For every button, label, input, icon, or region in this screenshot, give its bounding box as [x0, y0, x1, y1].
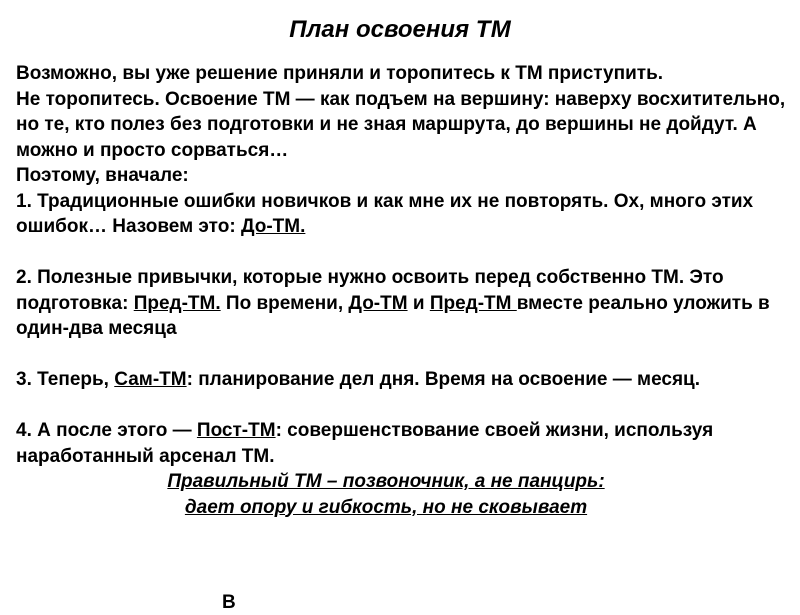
link-sam-tm[interactable]: Сам-ТМ — [114, 369, 187, 390]
intro-paragraph-2: Не торопитесь. Освоение ТМ — как подъем на вершину: наверху восхитительно, но те, кто полез без подготовки и не зная маршрута, до вершины не дойдут. А можно и просто сорваться… — [16, 88, 786, 161]
cutoff-text: В — [222, 592, 236, 613]
spacer — [16, 240, 786, 266]
list-item-3-text-b: : планирование дел дня. Время на освоение — месяц. — [186, 369, 701, 390]
list-item-4-text-b: : совершенствование своей жизни, используя наработанный арсенал ТМ. — [16, 420, 714, 467]
link-pred-tm[interactable]: Пред-ТМ. — [133, 292, 221, 314]
intro-paragraph-1: Возможно, вы уже решение приняли и торопитесь к ТМ приступить. — [16, 63, 664, 84]
list-item-2-text-a: 2. Полезные привычки, которые нужно освоить перед собственно ТМ. Это подготовка: — [16, 267, 724, 314]
spacer — [16, 342, 786, 368]
list-item-4-text-a: 4. А после этого — — [16, 420, 197, 441]
list-item-2-text-d: вместе реально уложить в один-два месяца — [16, 292, 770, 339]
list-item-3-text-a: 3. Теперь, — [16, 369, 115, 390]
list-item-3 — [16, 367, 786, 393]
motto-line-1: Правильный ТМ – позвоночник, а не панцирь: — [167, 471, 605, 492]
page-title: План освоения ТМ — [289, 16, 511, 43]
list-item-1 — [16, 189, 786, 240]
link-do-tm-2[interactable]: До-ТМ — [348, 292, 408, 314]
intro-paragraph-3: Поэтому, вначале: — [16, 165, 189, 186]
spacer — [16, 393, 786, 419]
link-post-tm[interactable]: Пост-ТМ — [196, 420, 276, 441]
link-do-tm[interactable]: До-ТМ. — [240, 216, 306, 237]
content — [16, 61, 786, 520]
list-item-2-text-b: По времени, — [220, 292, 349, 314]
list-item-2-text-c: и — [407, 292, 430, 314]
list-item-2 — [16, 265, 786, 342]
motto-line-2: дает опору и гибкость, но не сковывает — [184, 496, 588, 518]
list-item-1-text: 1. Традиционные ошибки новичков и как мне их не повторять. Ох, много этих ошибок… Назовем это: — [16, 190, 754, 237]
link-pred-tm-2[interactable]: Пред-ТМ — [429, 292, 517, 314]
list-item-4 — [16, 418, 786, 469]
